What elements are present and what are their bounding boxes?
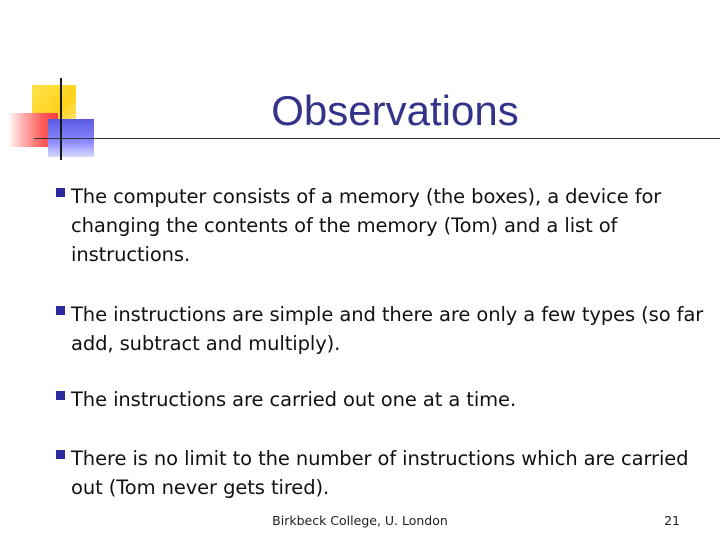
bullet-text: There is no limit to the number of instructions which are carried out (Tom never gets tired). [71, 447, 689, 499]
bullet-square-icon [56, 391, 65, 400]
footer-institution: Birkbeck College, U. London [272, 513, 448, 528]
bullet-square-icon [56, 306, 65, 315]
bullet-item [56, 385, 706, 414]
logo-vertical-line [60, 78, 62, 160]
bullet-text: The instructions are simple and there are only a few types (so far add, subtract and multiply). [71, 303, 704, 355]
page-number: 21 [664, 513, 680, 528]
slide-title: Observations [271, 87, 519, 134]
bullet-square-icon [56, 188, 65, 197]
bullet-text: The instructions are carried out one at a time. [71, 388, 517, 411]
bullet-square-icon [56, 450, 65, 459]
bullet-item [56, 300, 706, 358]
bullet-item [56, 182, 706, 269]
bullet-text: The computer consists of a memory (the boxes), a device for changing the contents of the memory (Tom) and a list of instructions. [71, 185, 662, 266]
bullet-item [56, 444, 706, 502]
